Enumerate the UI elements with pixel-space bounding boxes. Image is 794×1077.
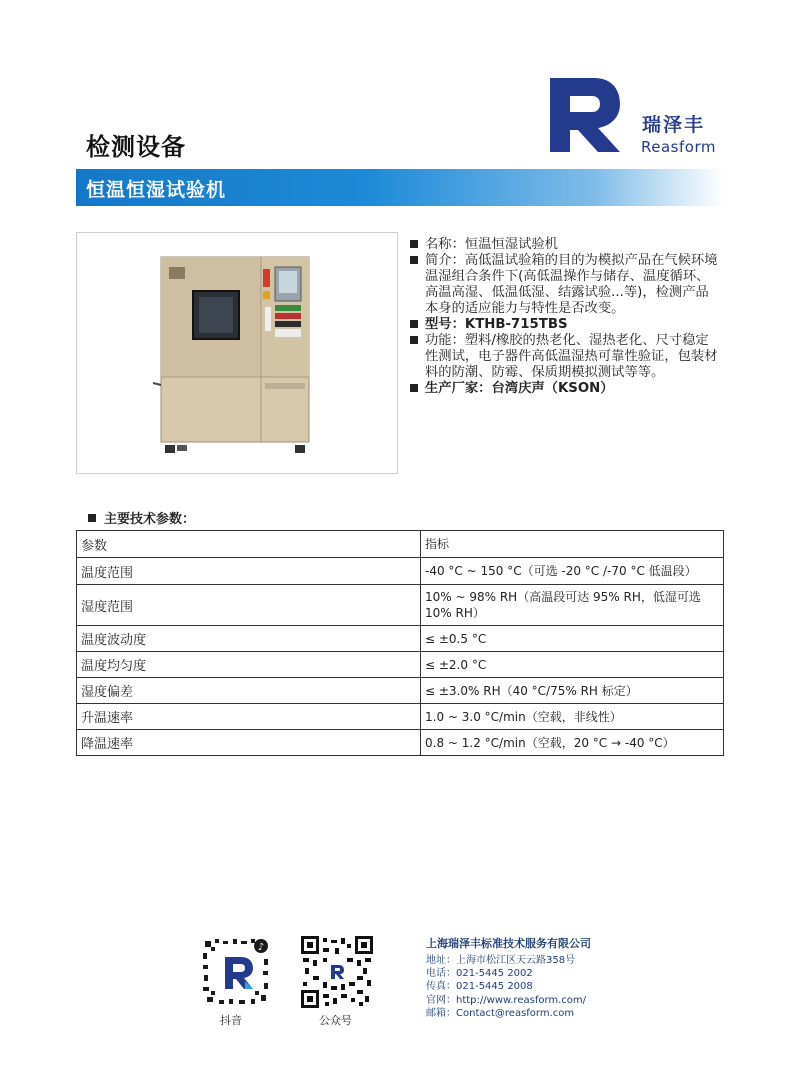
header-value: 指标: [421, 531, 724, 558]
value-cell: ≤ ±0.5 °C: [421, 626, 724, 652]
wechat-label: 公众号: [319, 1014, 352, 1027]
bullet-icon: [410, 240, 418, 248]
bullet-icon: [410, 336, 418, 344]
value-cell: 1.0 ~ 3.0 °C/min（空载，非线性）: [421, 704, 724, 730]
info-manufacturer: [409, 381, 721, 397]
logo-en-text: Reasform: [641, 138, 716, 156]
value-cell: -40 °C ~ 150 °C（可选 -20 °C /-70 °C 低温段）: [421, 558, 724, 585]
param-cell: 湿度偏差: [77, 678, 421, 704]
info-name: [409, 237, 721, 253]
info-model: [409, 317, 721, 333]
bullet-icon: [410, 256, 418, 264]
douyin-label: 抖音: [220, 1014, 242, 1027]
bullet-icon: [88, 514, 96, 522]
logo-cn-text: 瑞泽丰: [642, 114, 706, 136]
wechat-qr-code: [301, 936, 373, 1008]
table-row: [77, 678, 724, 704]
company-logo: [548, 76, 728, 156]
value-cell: 10% ~ 98% RH（高温段可达 95% RH，低湿可选 10% RH）: [421, 585, 724, 626]
info-manufacturer-text: 生产厂家：台湾庆声（KSON）: [425, 381, 614, 396]
info-function-text: 功能：塑料/橡胶的热老化、湿热老化、尺寸稳定性测试，电子器件高低温湿热可靠性验证，包装材料的防潮、防霉、保质期模拟测试等等。: [425, 333, 718, 380]
table-header-row: [77, 531, 724, 558]
param-cell: 温度波动度: [77, 626, 421, 652]
contact-info: [426, 954, 586, 1020]
param-cell: 升温速率: [77, 704, 421, 730]
header-param: 参数: [77, 531, 421, 558]
param-cell: 温度均匀度: [77, 652, 421, 678]
info-name-text: 名称：恒温恒湿试验机: [425, 237, 558, 252]
section-banner-title: 恒温恒湿试验机: [86, 179, 227, 201]
page-title: 检测设备: [86, 133, 186, 161]
product-photo: [76, 232, 398, 474]
table-row: [77, 626, 724, 652]
info-summary: [409, 253, 721, 317]
value-cell: ≤ ±2.0 °C: [421, 652, 724, 678]
table-row: [77, 730, 724, 756]
table-row: [77, 558, 724, 585]
table-row: [77, 652, 724, 678]
info-summary-text: 简介：高低温试验箱的目的为模拟产品在气候环境温湿组合条件下(高低温操作与储存、温度循环、高温高湿、低温低湿、结露试验...等)，检测产品本身的适应能力与特性是否改变。: [425, 253, 718, 316]
test-chamber-image: [77, 233, 397, 473]
bullet-icon: [410, 320, 418, 328]
param-cell: 降温速率: [77, 730, 421, 756]
param-cell: 湿度范围: [77, 585, 421, 626]
params-heading-text: 主要技术参数：: [104, 512, 196, 527]
value-cell: ≤ ±3.0% RH（40 °C/75% RH 标定）: [421, 678, 724, 704]
param-cell: 温度范围: [77, 558, 421, 585]
product-info: [409, 237, 721, 397]
value-cell: 0.8 ~ 1.2 °C/min（空载，20 °C → -40 °C）: [421, 730, 724, 756]
params-heading: [88, 508, 195, 527]
douyin-qr-code: [201, 937, 271, 1007]
phone-text: 电话：021-5445 2002: [426, 968, 533, 980]
section-banner: [76, 169, 724, 206]
fax-text: 传真：021-5445 2008: [426, 981, 533, 993]
reasform-logo-icon: [548, 76, 622, 154]
spec-table: [76, 530, 724, 756]
table-row: [77, 585, 724, 626]
website-link[interactable]: 官网：http://www.reasform.com/: [426, 994, 587, 1006]
info-function: [409, 333, 721, 381]
svg-text:♪: ♪: [257, 942, 265, 953]
address-text: 地址：上海市松江区天云路358号: [426, 955, 576, 966]
company-name: 上海瑞泽丰标准技术服务有限公司: [426, 937, 591, 950]
table-row: [77, 704, 724, 730]
email-link[interactable]: 邮箱：Contact@reasform.com: [426, 1007, 575, 1019]
bullet-icon: [410, 384, 418, 392]
info-model-text: 型号：KTHB-715TBS: [425, 317, 568, 332]
